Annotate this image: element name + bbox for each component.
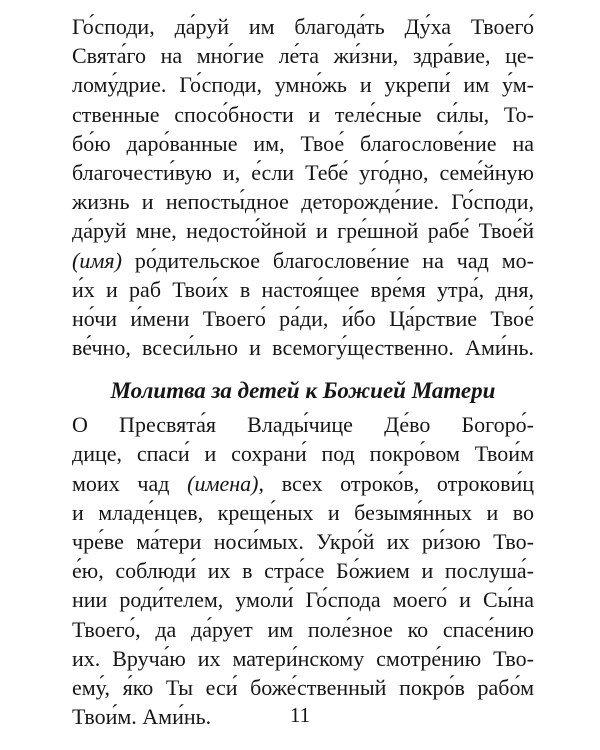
- italic-note: (имя): [72, 247, 122, 273]
- text-line-with-note: моих чад (имена), всех отроко́в, отрокови́ц: [72, 470, 535, 496]
- text-fragment: ро́дительское благослове́ние на чад мо-: [134, 247, 534, 273]
- text-line: е́ю, соблюди́ их в стра́се Бо́жием и послуша́-: [72, 558, 534, 584]
- text-line: но́чи и́мени Твоего́ ра́ди, и́бо Ца́рствие Твое́: [72, 305, 534, 331]
- prayer-2: [72, 410, 534, 731]
- text-line: жизнь и непосты́дное деторожде́ние. Го́споди,: [72, 189, 534, 215]
- prayer-1: [72, 12, 534, 362]
- text-line: Твои́м. Ами́нь.: [72, 704, 212, 730]
- text-line: дице, спаси́ и сохрани́ под покро́вом Твои́м: [72, 441, 534, 467]
- text-fragment: моих чад: [72, 470, 170, 496]
- text-fragment: всех отроко́в, отрокови́ц: [281, 470, 535, 496]
- text-line: нии роди́телем, умоли́ Го́спода моего́ и Сы́на: [72, 587, 534, 613]
- text-line: их. Вруча́ю их матери́нскому смотре́нию Тво-: [72, 645, 534, 671]
- text-line: ве́чно, всеси́льно и всемогу́щественно. Ами́нь.: [72, 335, 534, 361]
- text-line: ственные спосо́бности и теле́сные си́лы, То-: [72, 101, 534, 127]
- text-line: чре́ве ма́тери носи́мых. Укро́й их ри́зою Тво-: [72, 529, 534, 554]
- text-line: О Пресвята́я Влады́чице Де́во Богоро́-: [72, 412, 534, 438]
- text-line: Твоего́, да да́рует им поле́зное ко спасе́нию: [72, 616, 534, 642]
- italic-note: (имена): [187, 470, 259, 496]
- page-text: [72, 12, 534, 731]
- text-line: бо́ю даро́ванные им, Твое́ благослове́ние на: [72, 130, 534, 156]
- text-line: да́руй мне, недосто́йной и гре́шной рабе́ Твое́й: [72, 218, 534, 244]
- text-line: благочести́вую и, е́сли Тебе́ уго́дно, семе́йную: [72, 159, 534, 185]
- text-line: Го́споди, да́руй им благода́ть Ду́ха Твоего́: [72, 14, 534, 39]
- page-number: 11: [289, 703, 311, 727]
- text-line: Свята́го на мно́гие ле́та жи́зни, здра́вие, це-: [72, 43, 534, 69]
- prayer-heading: Молитва за детей к Божией Матери: [110, 378, 496, 404]
- text-line: ему́, я́ко Ты еси́ боже́ственный покро́в рабо́м: [72, 674, 534, 700]
- text-line: и младе́нцев, креще́ных и безымя́нных и во: [72, 499, 534, 525]
- text-line: лому́дрие. Го́споди, умно́жь и укрепи́ им у́м-: [72, 72, 534, 98]
- text-line: и́х и раб Твои́х в настоя́щее вре́мя утра́, дня,: [72, 276, 534, 302]
- text-line-with-note: [72, 246, 534, 275]
